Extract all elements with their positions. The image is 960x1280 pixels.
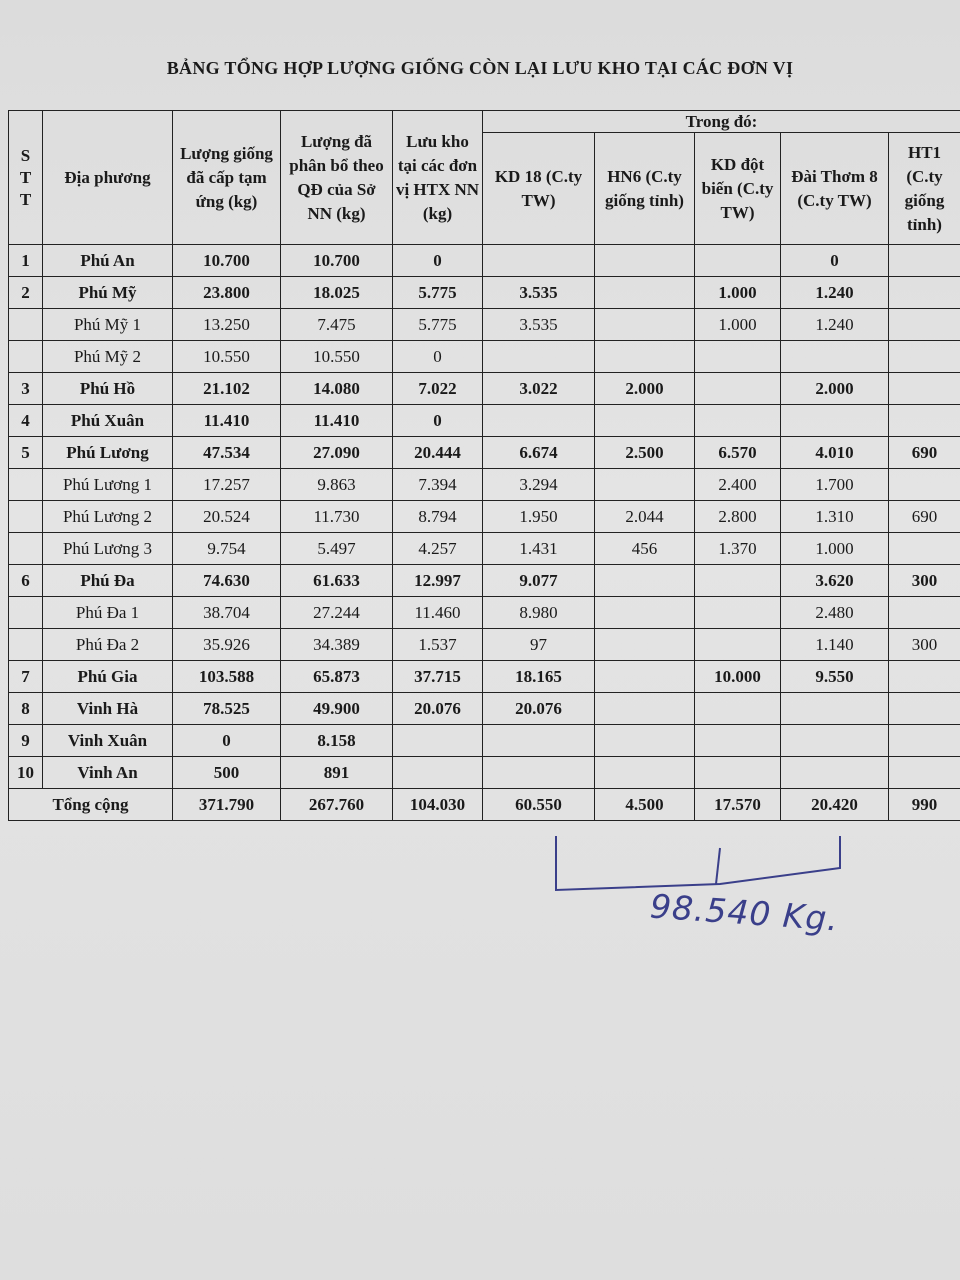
cell-dai-thom-8: 0 <box>781 245 889 277</box>
cell-hn6: 2.044 <box>595 501 695 533</box>
cell-cap-tam-ung: 11.410 <box>173 405 281 437</box>
cell-location: Phú Hồ <box>43 373 173 405</box>
header-hn6: HN6 (C.ty giống tỉnh) <box>595 133 695 245</box>
cell-location: Phú Xuân <box>43 405 173 437</box>
cell-location: Phú Gia <box>43 661 173 693</box>
cell-kd18: 18.165 <box>483 661 595 693</box>
cell-cap-tam-ung: 10.700 <box>173 245 281 277</box>
header-luu-kho: Lưu kho tại các đơn vị HTX NN (kg) <box>393 111 483 245</box>
cell-luu-kho: 0 <box>393 341 483 373</box>
cell-luu-kho: 12.997 <box>393 565 483 597</box>
handwritten-total-note: 98.540 Kg. <box>648 886 841 939</box>
cell-cap-tam-ung: 17.257 <box>173 469 281 501</box>
cell-total-dai-thom-8: 20.420 <box>781 789 889 821</box>
cell-stt: 4 <box>9 405 43 437</box>
cell-stt: 6 <box>9 565 43 597</box>
cell-dai-thom-8: 2.000 <box>781 373 889 405</box>
cell-ht1: 690 <box>889 501 960 533</box>
cell-hn6: 456 <box>595 533 695 565</box>
cell-luu-kho: 20.444 <box>393 437 483 469</box>
cell-kd-dot-bien: 10.000 <box>695 661 781 693</box>
cell-luu-kho: 5.775 <box>393 277 483 309</box>
cell-hn6: 2.000 <box>595 373 695 405</box>
cell-phan-bo: 7.475 <box>281 309 393 341</box>
cell-phan-bo: 10.550 <box>281 341 393 373</box>
cell-dai-thom-8: 1.310 <box>781 501 889 533</box>
cell-stt: 7 <box>9 661 43 693</box>
cell-cap-tam-ung: 38.704 <box>173 597 281 629</box>
cell-cap-tam-ung: 0 <box>173 725 281 757</box>
cell-luu-kho: 37.715 <box>393 661 483 693</box>
cell-stt: 3 <box>9 373 43 405</box>
cell-location: Phú Đa 1 <box>43 597 173 629</box>
cell-phan-bo: 14.080 <box>281 373 393 405</box>
cell-cap-tam-ung: 13.250 <box>173 309 281 341</box>
cell-phan-bo: 9.863 <box>281 469 393 501</box>
cell-phan-bo: 34.389 <box>281 629 393 661</box>
cell-luu-kho: 8.794 <box>393 501 483 533</box>
cell-location: Phú Mỹ <box>43 277 173 309</box>
cell-cap-tam-ung: 47.534 <box>173 437 281 469</box>
cell-stt: 10 <box>9 757 43 789</box>
cell-kd18: 6.674 <box>483 437 595 469</box>
cell-luu-kho: 0 <box>393 245 483 277</box>
cell-location: Phú Đa 2 <box>43 629 173 661</box>
header-ht1: HT1 (C.ty giống tỉnh) <box>889 133 960 245</box>
cell-luu-kho: 20.076 <box>393 693 483 725</box>
cell-kd-dot-bien: 1.000 <box>695 277 781 309</box>
cell-kd-dot-bien: 1.000 <box>695 309 781 341</box>
cell-dai-thom-8: 2.480 <box>781 597 889 629</box>
cell-dai-thom-8: 1.240 <box>781 309 889 341</box>
header-stt: S T T <box>9 111 43 245</box>
cell-dai-thom-8: 1.000 <box>781 533 889 565</box>
cell-kd18: 1.431 <box>483 533 595 565</box>
cell-ht1: 690 <box>889 437 960 469</box>
cell-hn6: 2.500 <box>595 437 695 469</box>
cell-stt: 5 <box>9 437 43 469</box>
cell-stt: 1 <box>9 245 43 277</box>
cell-ht1: 300 <box>889 629 960 661</box>
cell-dai-thom-8: 3.620 <box>781 565 889 597</box>
cell-kd-dot-bien: 1.370 <box>695 533 781 565</box>
cell-kd-dot-bien: 2.400 <box>695 469 781 501</box>
cell-phan-bo: 11.410 <box>281 405 393 437</box>
cell-total-luu-kho: 104.030 <box>393 789 483 821</box>
cell-cap-tam-ung: 10.550 <box>173 341 281 373</box>
cell-kd18: 9.077 <box>483 565 595 597</box>
cell-luu-kho: 0 <box>393 405 483 437</box>
cell-location: Phú Đa <box>43 565 173 597</box>
cell-kd18: 8.980 <box>483 597 595 629</box>
cell-dai-thom-8: 9.550 <box>781 661 889 693</box>
cell-luu-kho: 5.775 <box>393 309 483 341</box>
cell-cap-tam-ung: 35.926 <box>173 629 281 661</box>
cell-kd18: 3.294 <box>483 469 595 501</box>
cell-kd18: 1.950 <box>483 501 595 533</box>
cell-location: Phú Lương 2 <box>43 501 173 533</box>
header-kd-dot-bien: KD đột biến (C.ty TW) <box>695 133 781 245</box>
cell-cap-tam-ung: 74.630 <box>173 565 281 597</box>
cell-phan-bo: 65.873 <box>281 661 393 693</box>
cell-location: Phú Mỹ 1 <box>43 309 173 341</box>
cell-phan-bo: 10.700 <box>281 245 393 277</box>
cell-phan-bo: 8.158 <box>281 725 393 757</box>
cell-total-label: Tổng cộng <box>9 789 173 821</box>
cell-kd18: 20.076 <box>483 693 595 725</box>
cell-phan-bo: 27.090 <box>281 437 393 469</box>
cell-location: Vinh Hà <box>43 693 173 725</box>
cell-phan-bo: 891 <box>281 757 393 789</box>
cell-luu-kho: 7.022 <box>393 373 483 405</box>
document-title: BẢNG TỔNG HỢP LƯỢNG GIỐNG CÒN LẠI LƯU KHO TẠI CÁC ĐƠN VỊ <box>166 58 794 78</box>
header-dia-phuong: Địa phương <box>43 111 173 245</box>
cell-location: Phú Lương 1 <box>43 469 173 501</box>
cell-stt: 2 <box>9 277 43 309</box>
cell-cap-tam-ung: 20.524 <box>173 501 281 533</box>
cell-location: Vinh An <box>43 757 173 789</box>
cell-phan-bo: 61.633 <box>281 565 393 597</box>
cell-stt: 8 <box>9 693 43 725</box>
cell-total-ht1: 990 <box>889 789 960 821</box>
cell-total-hn6: 4.500 <box>595 789 695 821</box>
cell-kd18: 97 <box>483 629 595 661</box>
cell-luu-kho: 4.257 <box>393 533 483 565</box>
cell-dai-thom-8: 1.700 <box>781 469 889 501</box>
cell-dai-thom-8: 4.010 <box>781 437 889 469</box>
cell-kd18: 3.535 <box>483 309 595 341</box>
header-luong-phan-bo: Lượng đã phân bổ theo QĐ của Sở NN (kg) <box>281 111 393 245</box>
cell-location: Phú Lương 3 <box>43 533 173 565</box>
cell-dai-thom-8: 1.240 <box>781 277 889 309</box>
cell-location: Phú Lương <box>43 437 173 469</box>
cell-location: Vinh Xuân <box>43 725 173 757</box>
cell-total-cap-tam-ung: 371.790 <box>173 789 281 821</box>
cell-cap-tam-ung: 103.588 <box>173 661 281 693</box>
cell-cap-tam-ung: 78.525 <box>173 693 281 725</box>
cell-kd-dot-bien: 6.570 <box>695 437 781 469</box>
cell-stt: 9 <box>9 725 43 757</box>
cell-kd18: 3.022 <box>483 373 595 405</box>
cell-dai-thom-8: 1.140 <box>781 629 889 661</box>
header-dai-thom-8: Đài Thơm 8 (C.ty TW) <box>781 133 889 245</box>
cell-cap-tam-ung: 21.102 <box>173 373 281 405</box>
cell-location: Phú Mỹ 2 <box>43 341 173 373</box>
cell-phan-bo: 27.244 <box>281 597 393 629</box>
cell-total-kd-dot-bien: 17.570 <box>695 789 781 821</box>
cell-cap-tam-ung: 9.754 <box>173 533 281 565</box>
cell-phan-bo: 49.900 <box>281 693 393 725</box>
cell-ht1: 300 <box>889 565 960 597</box>
cell-luu-kho: 1.537 <box>393 629 483 661</box>
header-luong-giong: Lượng giống đã cấp tạm ứng (kg) <box>173 111 281 245</box>
cell-kd-dot-bien: 2.800 <box>695 501 781 533</box>
cell-phan-bo: 11.730 <box>281 501 393 533</box>
cell-luu-kho: 11.460 <box>393 597 483 629</box>
cell-location: Phú An <box>43 245 173 277</box>
header-trong-do: Trong đó: <box>483 111 960 133</box>
cell-total-phan-bo: 267.760 <box>281 789 393 821</box>
cell-luu-kho: 7.394 <box>393 469 483 501</box>
cell-total-kd18: 60.550 <box>483 789 595 821</box>
cell-phan-bo: 18.025 <box>281 277 393 309</box>
cell-cap-tam-ung: 23.800 <box>173 277 281 309</box>
cell-phan-bo: 5.497 <box>281 533 393 565</box>
header-kd18: KD 18 (C.ty TW) <box>483 133 595 245</box>
cell-kd18: 3.535 <box>483 277 595 309</box>
cell-cap-tam-ung: 500 <box>173 757 281 789</box>
